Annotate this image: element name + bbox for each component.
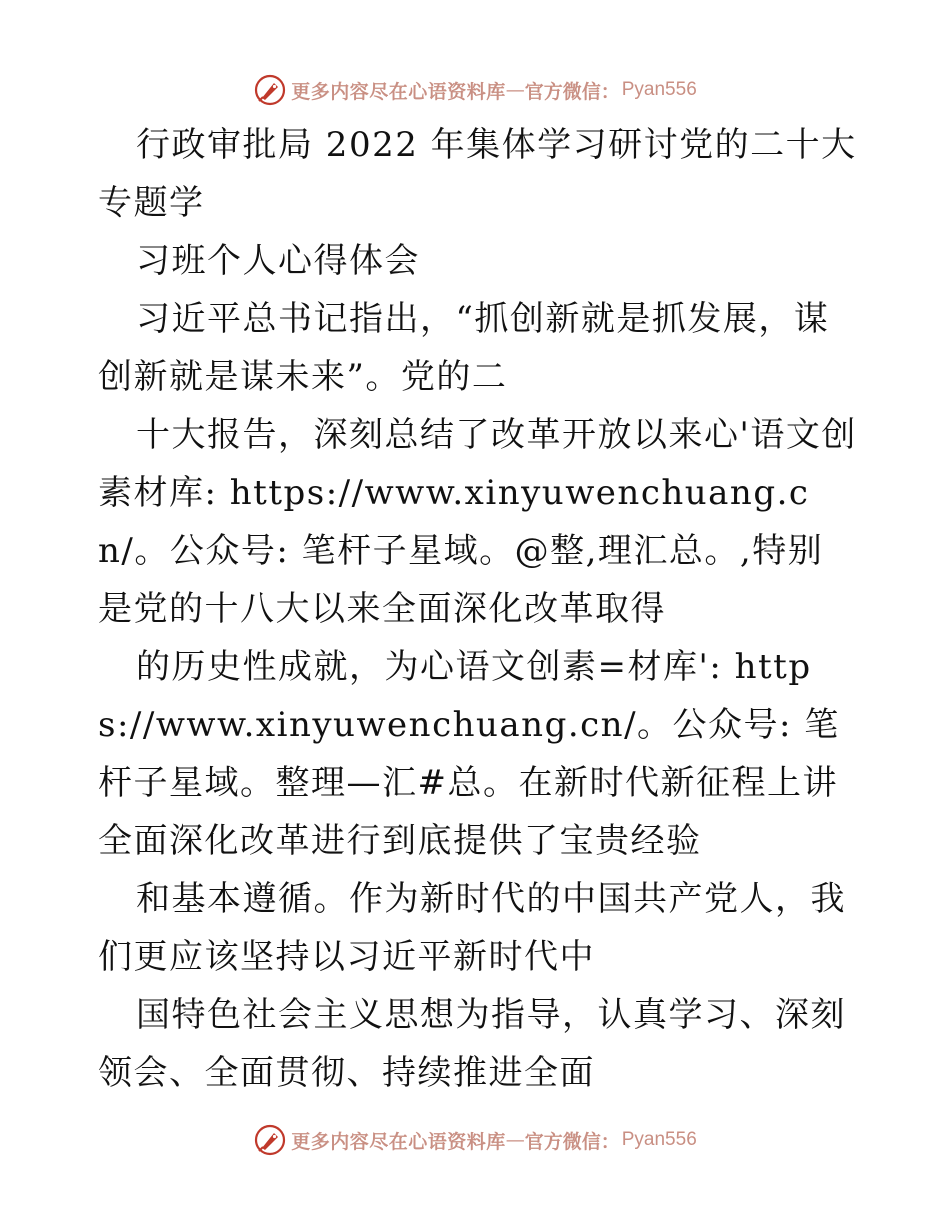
watermark-wechat-id: Pyan556 xyxy=(621,79,697,100)
watermark-label: 官方微信： xyxy=(524,80,620,103)
paragraph-title-1: 行政审批局 2022 年集体学习研讨党的二十大专题学 xyxy=(98,125,857,223)
watermark-separator: — xyxy=(505,1129,525,1151)
paragraph: 习近平总书记指出，“抓创新就是抓发展，谋创新就是谋未来”。党的二 xyxy=(98,299,830,397)
watermark-label: 官方微信： xyxy=(524,1130,620,1153)
watermark-main-text: 更多内容尽在心语资料库 xyxy=(291,1130,506,1153)
paragraph: 的历史性成就，为心语文创素=材库': https://www.xinyuwenchuang.cn/。公众号: 笔杆子星域。整理—汇#总。在新时代新征程上讲全面深化改革进行到底提供了宝贵经验 xyxy=(98,647,840,861)
paragraph-title-2: 习班个人心得体会 xyxy=(136,241,420,281)
watermark-wechat-id: Pyan556 xyxy=(621,1129,697,1150)
watermark-main-text: 更多内容尽在心语资料库 xyxy=(291,80,506,103)
footer-watermark-banner xyxy=(0,1120,950,1160)
watermark-separator: — xyxy=(505,79,525,101)
pen-nib-logo-icon xyxy=(253,73,287,107)
paragraph: 和基本遵循。作为新时代的中国共产党人，我们更应该坚持以习近平新时代中 xyxy=(98,879,846,977)
paragraph: 国特色社会主义思想为指导，认真学习、深刻领会、全面贯彻、持续推进全面 xyxy=(98,995,846,1093)
document-body xyxy=(98,116,858,1102)
pen-nib-logo-icon xyxy=(253,1123,287,1157)
header-watermark-banner xyxy=(0,70,950,110)
paragraph: 十大报告，深刻总结了改革开放以来心'语文创素材库: https://www.xinyuwenchuang.cn/。公众号: 笔杆子星域。@整,理汇总。,特别是党的十八大以来全面深化改革取得 xyxy=(98,415,857,629)
